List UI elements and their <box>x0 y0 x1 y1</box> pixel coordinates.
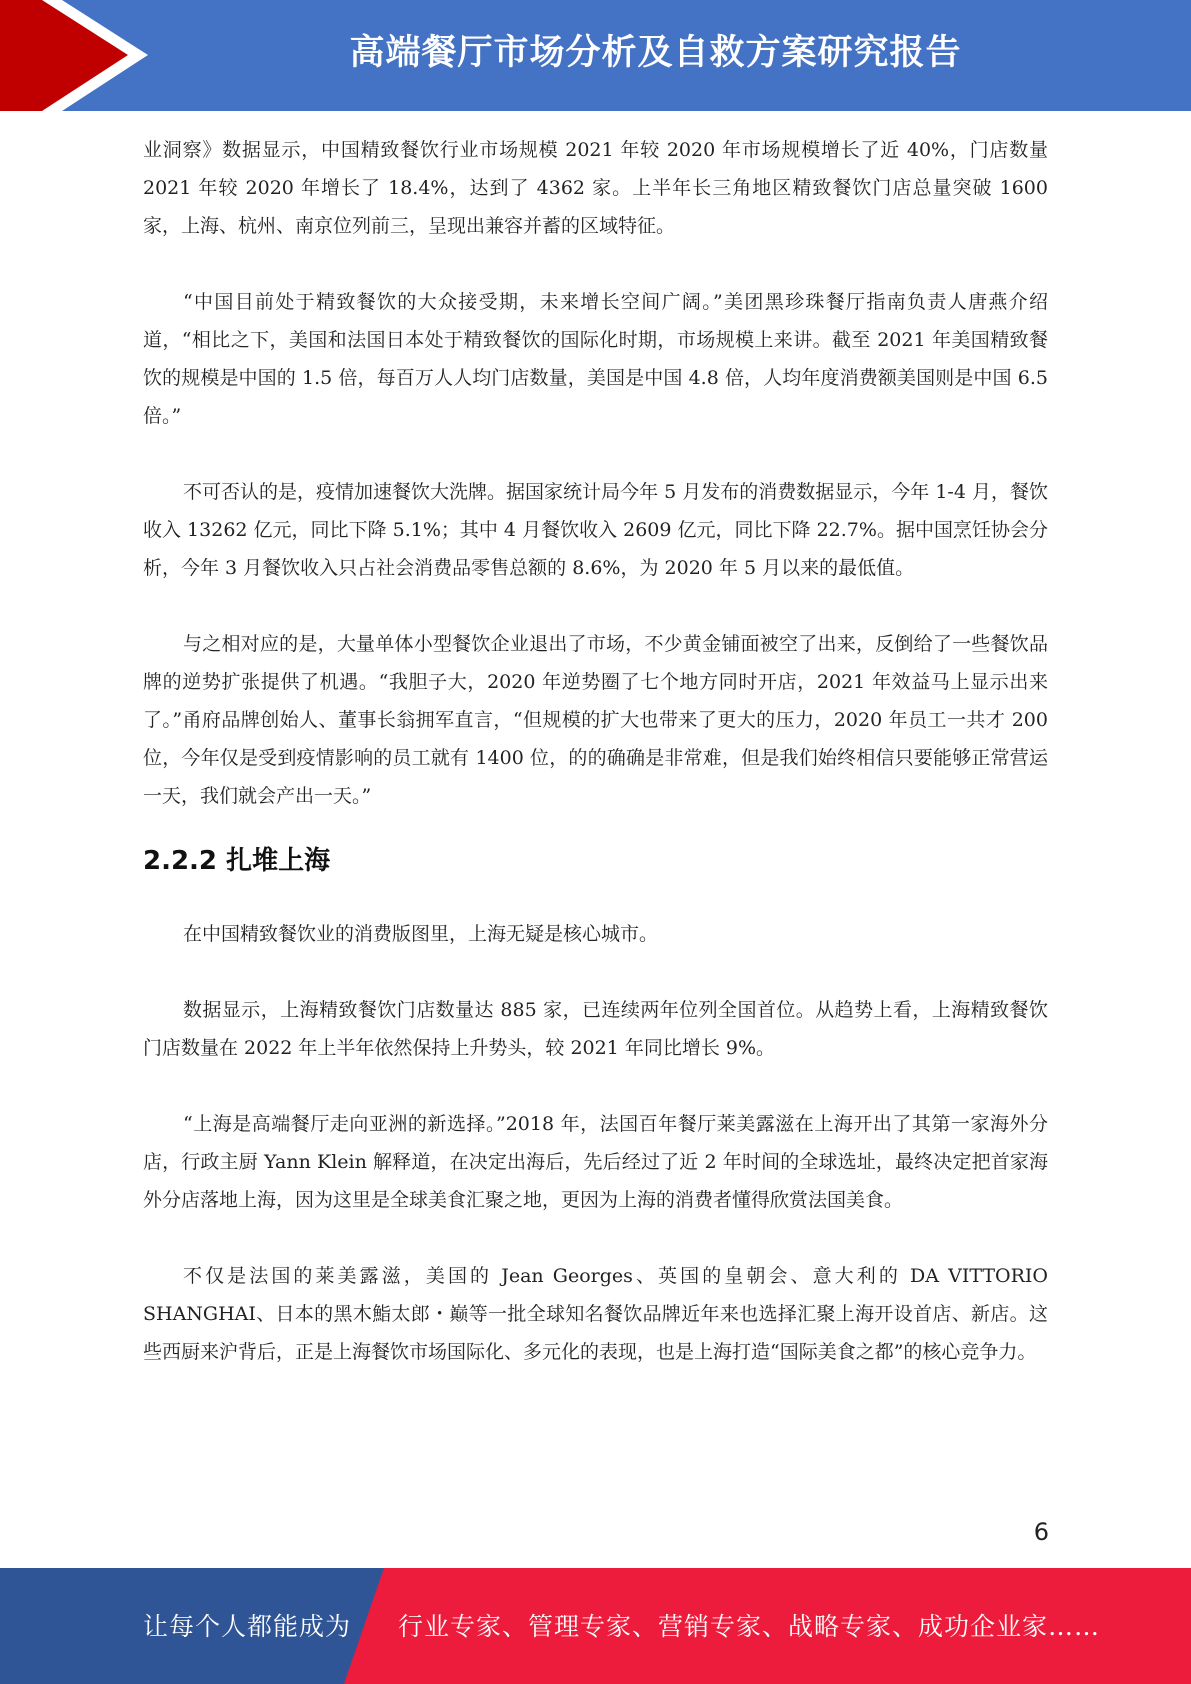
paragraph-market-data: 业洞察》数据显示，中国精致餐饮行业市场规模 2021 年较 2020 年市场规模增长了近 40%，门店数量 2021 年较 2020 年增长了 18.4%，达到了 4362 家。上半年长三角地区精致餐饮门店总量突破 1600 家，上海、杭州、南京位列前三，呈现出兼容并蓄的区域特征。 <box>143 139 1048 237</box>
footer-slogan-left: 让每个人都能成为 <box>143 1612 352 1641</box>
paragraph-pandemic-impact: 不可否认的是，疫情加速餐饮大洗牌。据国家统计局今年 5 月发布的消费数据显示，今年 1-4 月，餐饮收入 13262 亿元，同比下降 5.1%；其中 4 月餐饮收入 2609 亿元，同比下降 22.7%。据中国烹饪协会分析，今年 3 月餐饮收入只占社会消费品零售总额的 8.6%，为 2020 年 5 月以来的最低值。 <box>143 481 1048 579</box>
page-footer <box>0 1568 1191 1684</box>
report-title: 高端餐厅市场分析及自救方案研究报告 <box>349 33 962 73</box>
paragraph-global-brands: 不仅是法国的莱美露滋，美国的 Jean Georges、英国的皇朝会、意大利的 DA VITTORIO SHANGHAI、日本的黑木鮨太郎・巅等一批全球知名餐饮品牌近年来也选择汇聚上海开设首店、新店。这些西厨来沪背后，正是上海餐饮市场国际化、多元化的表现，也是上海打造“国际美食之都”的核心竞争力。 <box>143 1265 1048 1363</box>
paragraph-shanghai-core: 在中国精致餐饮业的消费版图里，上海无疑是核心城市。 <box>183 923 659 945</box>
page-header <box>0 0 1191 111</box>
paragraph-expansion: 与之相对应的是，大量单体小型餐饮企业退出了市场，不少黄金铺面被空了出来，反倒给了一些餐饮品牌的逆势扩张提供了机遇。“我胆子大，2020 年逆势圈了七个地方同时开店，2021 年效益马上显示出来了。”甬府品牌创始人、董事长翁拥军直言，“但规模的扩大也带来了更大的压力，2020 年员工一共才 200 位，今年仅是受到疫情影响的员工就有 1400 位，的的确确是非常难，但是我们始终相信只要能够正常营运一天，我们就会产出一天。” <box>143 633 1048 807</box>
page-number: 6 <box>1033 1518 1049 1546</box>
paragraph-quote-tang-yan: “中国目前处于精致餐饮的大众接受期，未来增长空间广阔。”美团黑珍珠餐厅指南负责人唐燕介绍道，“相比之下，美国和法国日本处于精致餐饮的国际化时期，市场规模上来讲。截至 2021 年美国精致餐饮的规模是中国的 1.5 倍，每百万人人均门店数量，美国是中国 4.8 倍，人均年度消费额美国则是中国 6.5 倍。” <box>143 291 1048 427</box>
footer-slogan-right: 行业专家、管理专家、营销专家、战略专家、成功企业家…… <box>398 1612 1101 1641</box>
document-body <box>143 131 1048 1371</box>
paragraph-shanghai-stores: 数据显示，上海精致餐饮门店数量达 885 家，已连续两年位列全国首位。从趋势上看，上海精致餐饮门店数量在 2022 年上半年依然保持上升势头，较 2021 年同比增长 9%。 <box>143 999 1048 1059</box>
paragraph-french-restaurant: “上海是高端餐厅走向亚洲的新选择。”2018 年，法国百年餐厅莱美露滋在上海开出了其第一家海外分店，行政主厨 Yann Klein 解释道，在决定出海后，先后经过了近 2 年时间的全球选址，最终决定把首家海外分店落地上海，因为这里是全球美食汇聚之地，更因为上海的消费者懂得欣赏法国美食。 <box>143 1113 1048 1211</box>
chevron-arrow-icon <box>0 0 160 111</box>
section-heading: 2.2.2 扎堆上海 <box>143 846 331 876</box>
